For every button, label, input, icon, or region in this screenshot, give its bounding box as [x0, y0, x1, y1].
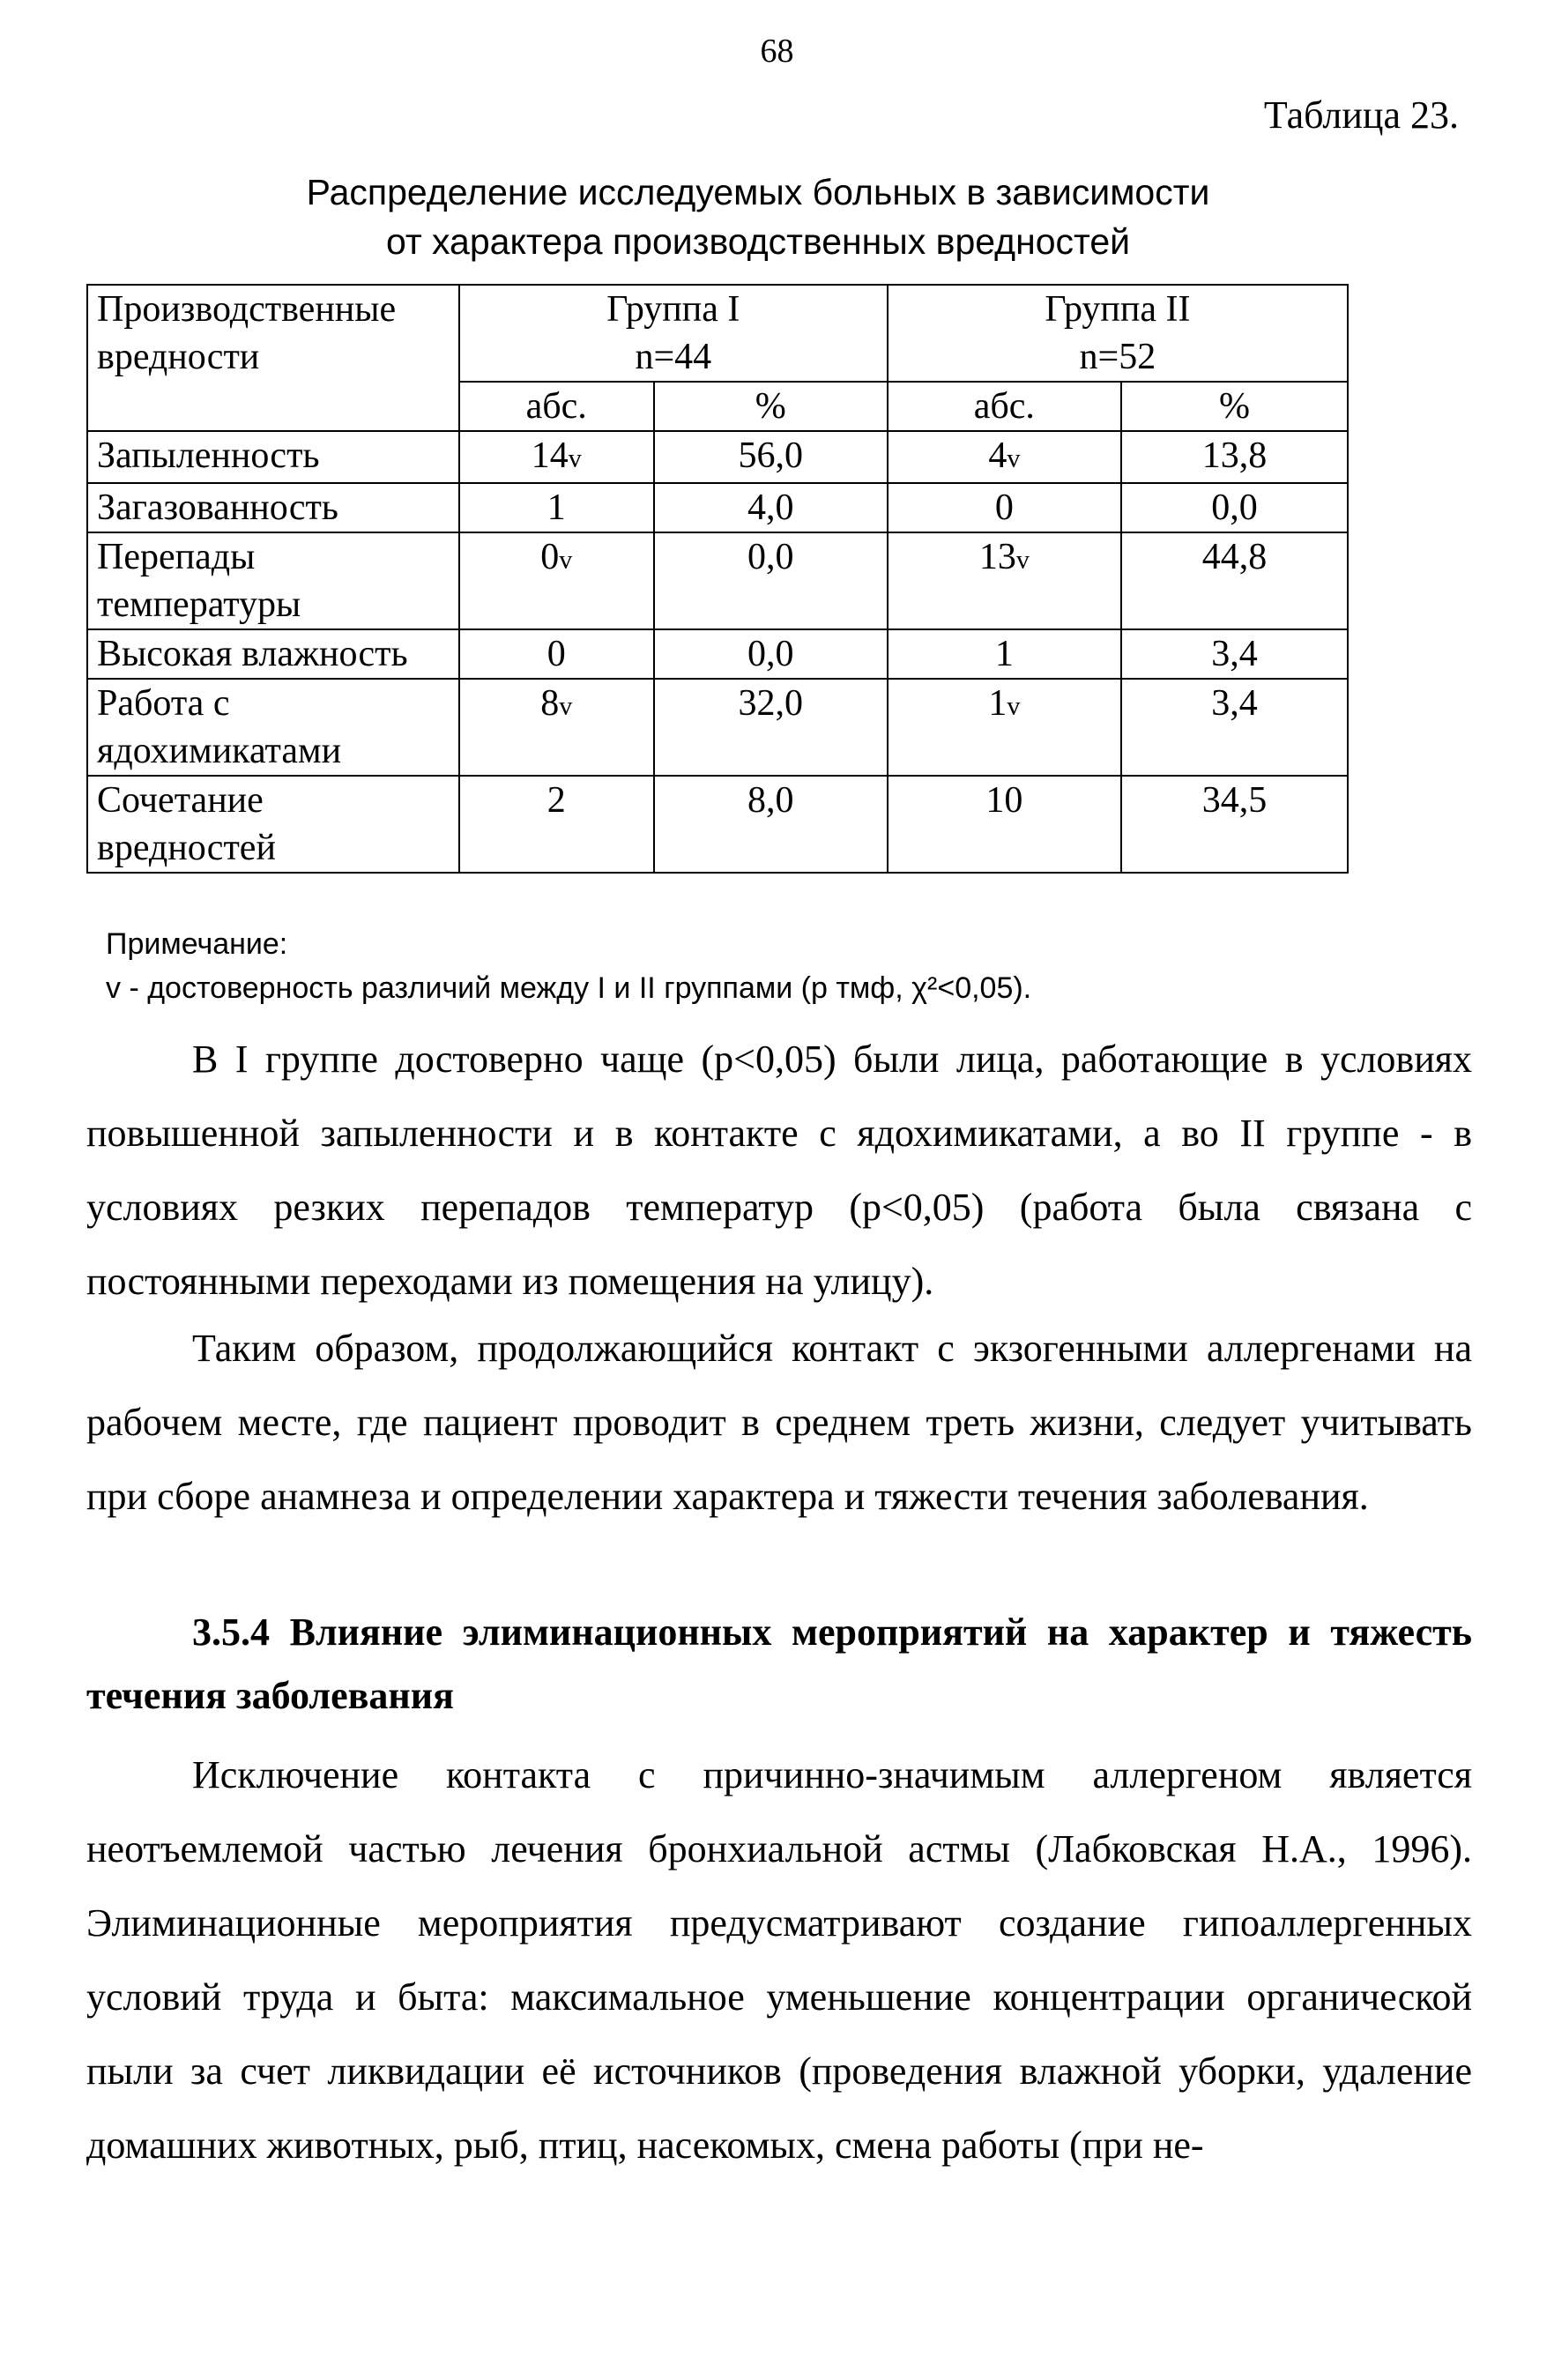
cell-g2-abs	[888, 679, 1121, 776]
cell-g2-abs	[888, 629, 1121, 679]
cell-value: 8,0	[747, 780, 794, 822]
cell-label	[87, 532, 459, 629]
cell-g1-abs	[459, 483, 654, 532]
cell-g1-abs	[459, 679, 654, 776]
cell-value: 13	[978, 537, 1016, 578]
cell-value: 8	[540, 683, 560, 725]
cell-g1-pct	[654, 431, 888, 483]
table-title-line-2: от характера производственных вредностей	[385, 221, 1131, 262]
subheader-g2-pct: %	[1121, 382, 1348, 431]
table-title	[264, 167, 1252, 266]
cell-g2-pct	[1121, 679, 1348, 776]
cell-g1-pct	[654, 679, 888, 776]
table-title-line-1: Распределение исследуемых больных в зависимости	[306, 172, 1210, 212]
table-row	[87, 483, 1348, 532]
cell-g1-abs	[459, 532, 654, 629]
note-text: v - достоверность различий между I и II группами (р тмф, χ²<0,05).	[106, 971, 1032, 1005]
cell-g2-abs	[888, 431, 1121, 483]
section-heading: 3.5.4 Влияние элиминационных мероприятий на характер и тяжесть течения заболевания	[86, 1610, 1472, 1717]
cell-g2-pct	[1121, 629, 1348, 679]
cell-g2-abs	[888, 532, 1121, 629]
cell-value: 34,5	[1201, 780, 1268, 822]
cell-value: Перепады температуры	[97, 537, 301, 626]
table-row	[87, 629, 1348, 679]
header-group-1	[459, 285, 888, 382]
table-row	[87, 679, 1348, 776]
table-row	[87, 532, 1348, 629]
cell-label	[87, 679, 459, 776]
cell-value: 2	[547, 780, 566, 822]
cell-g2-pct	[1121, 776, 1348, 873]
paragraph-3: Исключение контакта с причинно-значимым аллергеном является неотъемлемой частью лечения бронхиальной астмы (Лабковская Н.А., 1996). Элиминационные мероприятия предусматривают создание гипоаллергенных условий труда и быта: максимальное уменьшение концентрации органической пыли за счет ликвидации её источников (проведения влажной уборки, удаление домашних животных, рыб, птиц, насекомых, смена работы (при не-	[86, 1753, 1472, 2167]
cell-value: 32,0	[738, 683, 803, 725]
cell-value: 3,4	[1211, 683, 1258, 725]
cell-value: 0	[547, 634, 566, 675]
page-number: 68	[760, 33, 794, 70]
cell-g1-abs	[459, 431, 654, 483]
cell-value: 1	[988, 683, 1007, 725]
cell-g2-pct	[1121, 431, 1348, 483]
cell-value: 1	[994, 634, 1014, 675]
group-2-name: Группа II	[1045, 289, 1191, 330]
header-factor: Производственные вредности	[87, 285, 459, 431]
group-1-n: n=44	[635, 337, 712, 377]
cell-value: 0	[994, 487, 1014, 529]
cell-value: Загазованность	[97, 487, 338, 529]
cell-g2-abs	[888, 776, 1121, 873]
cell-value: Высокая влажность	[97, 634, 408, 675]
cell-label	[87, 483, 459, 532]
table-number: Таблица 23.	[1263, 93, 1459, 137]
cell-g1-abs	[459, 629, 654, 679]
cell-value: 4,0	[747, 487, 794, 529]
cell-value: 0,0	[747, 634, 794, 675]
paragraph-2: Таким образом, продолжающийся контакт с экзогенными аллергенами на рабочем месте, где пациент проводит в среднем треть жизни, следует учитывать при сборе анамнеза и определении характера и тяжести течения заболевания.	[86, 1327, 1472, 1518]
cell-value: Работа с ядохимикатами	[97, 683, 342, 772]
cell-value: 44,8	[1201, 537, 1268, 578]
cell-g1-abs	[459, 776, 654, 873]
significance-mark: v	[1007, 443, 1021, 473]
cell-value: 0,0	[747, 537, 794, 578]
table-row	[87, 431, 1348, 483]
cell-value: 10	[985, 780, 1023, 822]
cell-g2-pct	[1121, 532, 1348, 629]
subheader-g1-pct: %	[654, 382, 888, 431]
significance-mark: v	[1007, 691, 1021, 721]
cell-value: 14	[531, 435, 569, 476]
subheader-g2-abs: абс.	[888, 382, 1121, 431]
cell-g2-pct	[1121, 483, 1348, 532]
cell-value: 3,4	[1211, 634, 1258, 675]
cell-value: 13,8	[1201, 435, 1268, 476]
cell-value: 0	[540, 537, 560, 578]
cell-g1-pct	[654, 532, 888, 629]
cell-value: 0,0	[1211, 487, 1258, 529]
group-1-name: Группа I	[606, 289, 740, 330]
cell-g1-pct	[654, 629, 888, 679]
cell-value: 4	[988, 435, 1007, 476]
cell-g1-pct	[654, 776, 888, 873]
cell-value: Запыленность	[97, 435, 320, 476]
cell-value: 56,0	[738, 435, 803, 476]
significance-mark: v	[559, 545, 573, 575]
cell-g2-abs	[888, 483, 1121, 532]
cell-value: 1	[547, 487, 566, 529]
significance-mark: v	[1015, 545, 1030, 575]
cell-label	[87, 776, 459, 873]
group-2-n: n=52	[1079, 337, 1156, 377]
cell-label	[87, 431, 459, 483]
table-row	[87, 776, 1348, 873]
header-group-2	[888, 285, 1348, 382]
table-body	[87, 431, 1348, 873]
paragraph-1: В I группе достоверно чаще (р<0,05) были лица, работающие в условиях повышенной запыленности и в контакте с ядохимикатами, а во II группе - в условиях резких перепадов температур (р<0,05) (работа была связана с постоянными переходами из помещения на улицу).	[86, 1038, 1472, 1303]
table-header-row	[87, 285, 1348, 382]
note-title: Примечание:	[106, 927, 288, 961]
occupational-hazards-table	[86, 284, 1349, 874]
cell-g1-pct	[654, 483, 888, 532]
cell-value: Сочетание вредностей	[97, 780, 276, 869]
subheader-g1-abs: абс.	[459, 382, 654, 431]
cell-label	[87, 629, 459, 679]
significance-mark: v	[559, 691, 573, 721]
significance-mark: v	[568, 443, 582, 473]
